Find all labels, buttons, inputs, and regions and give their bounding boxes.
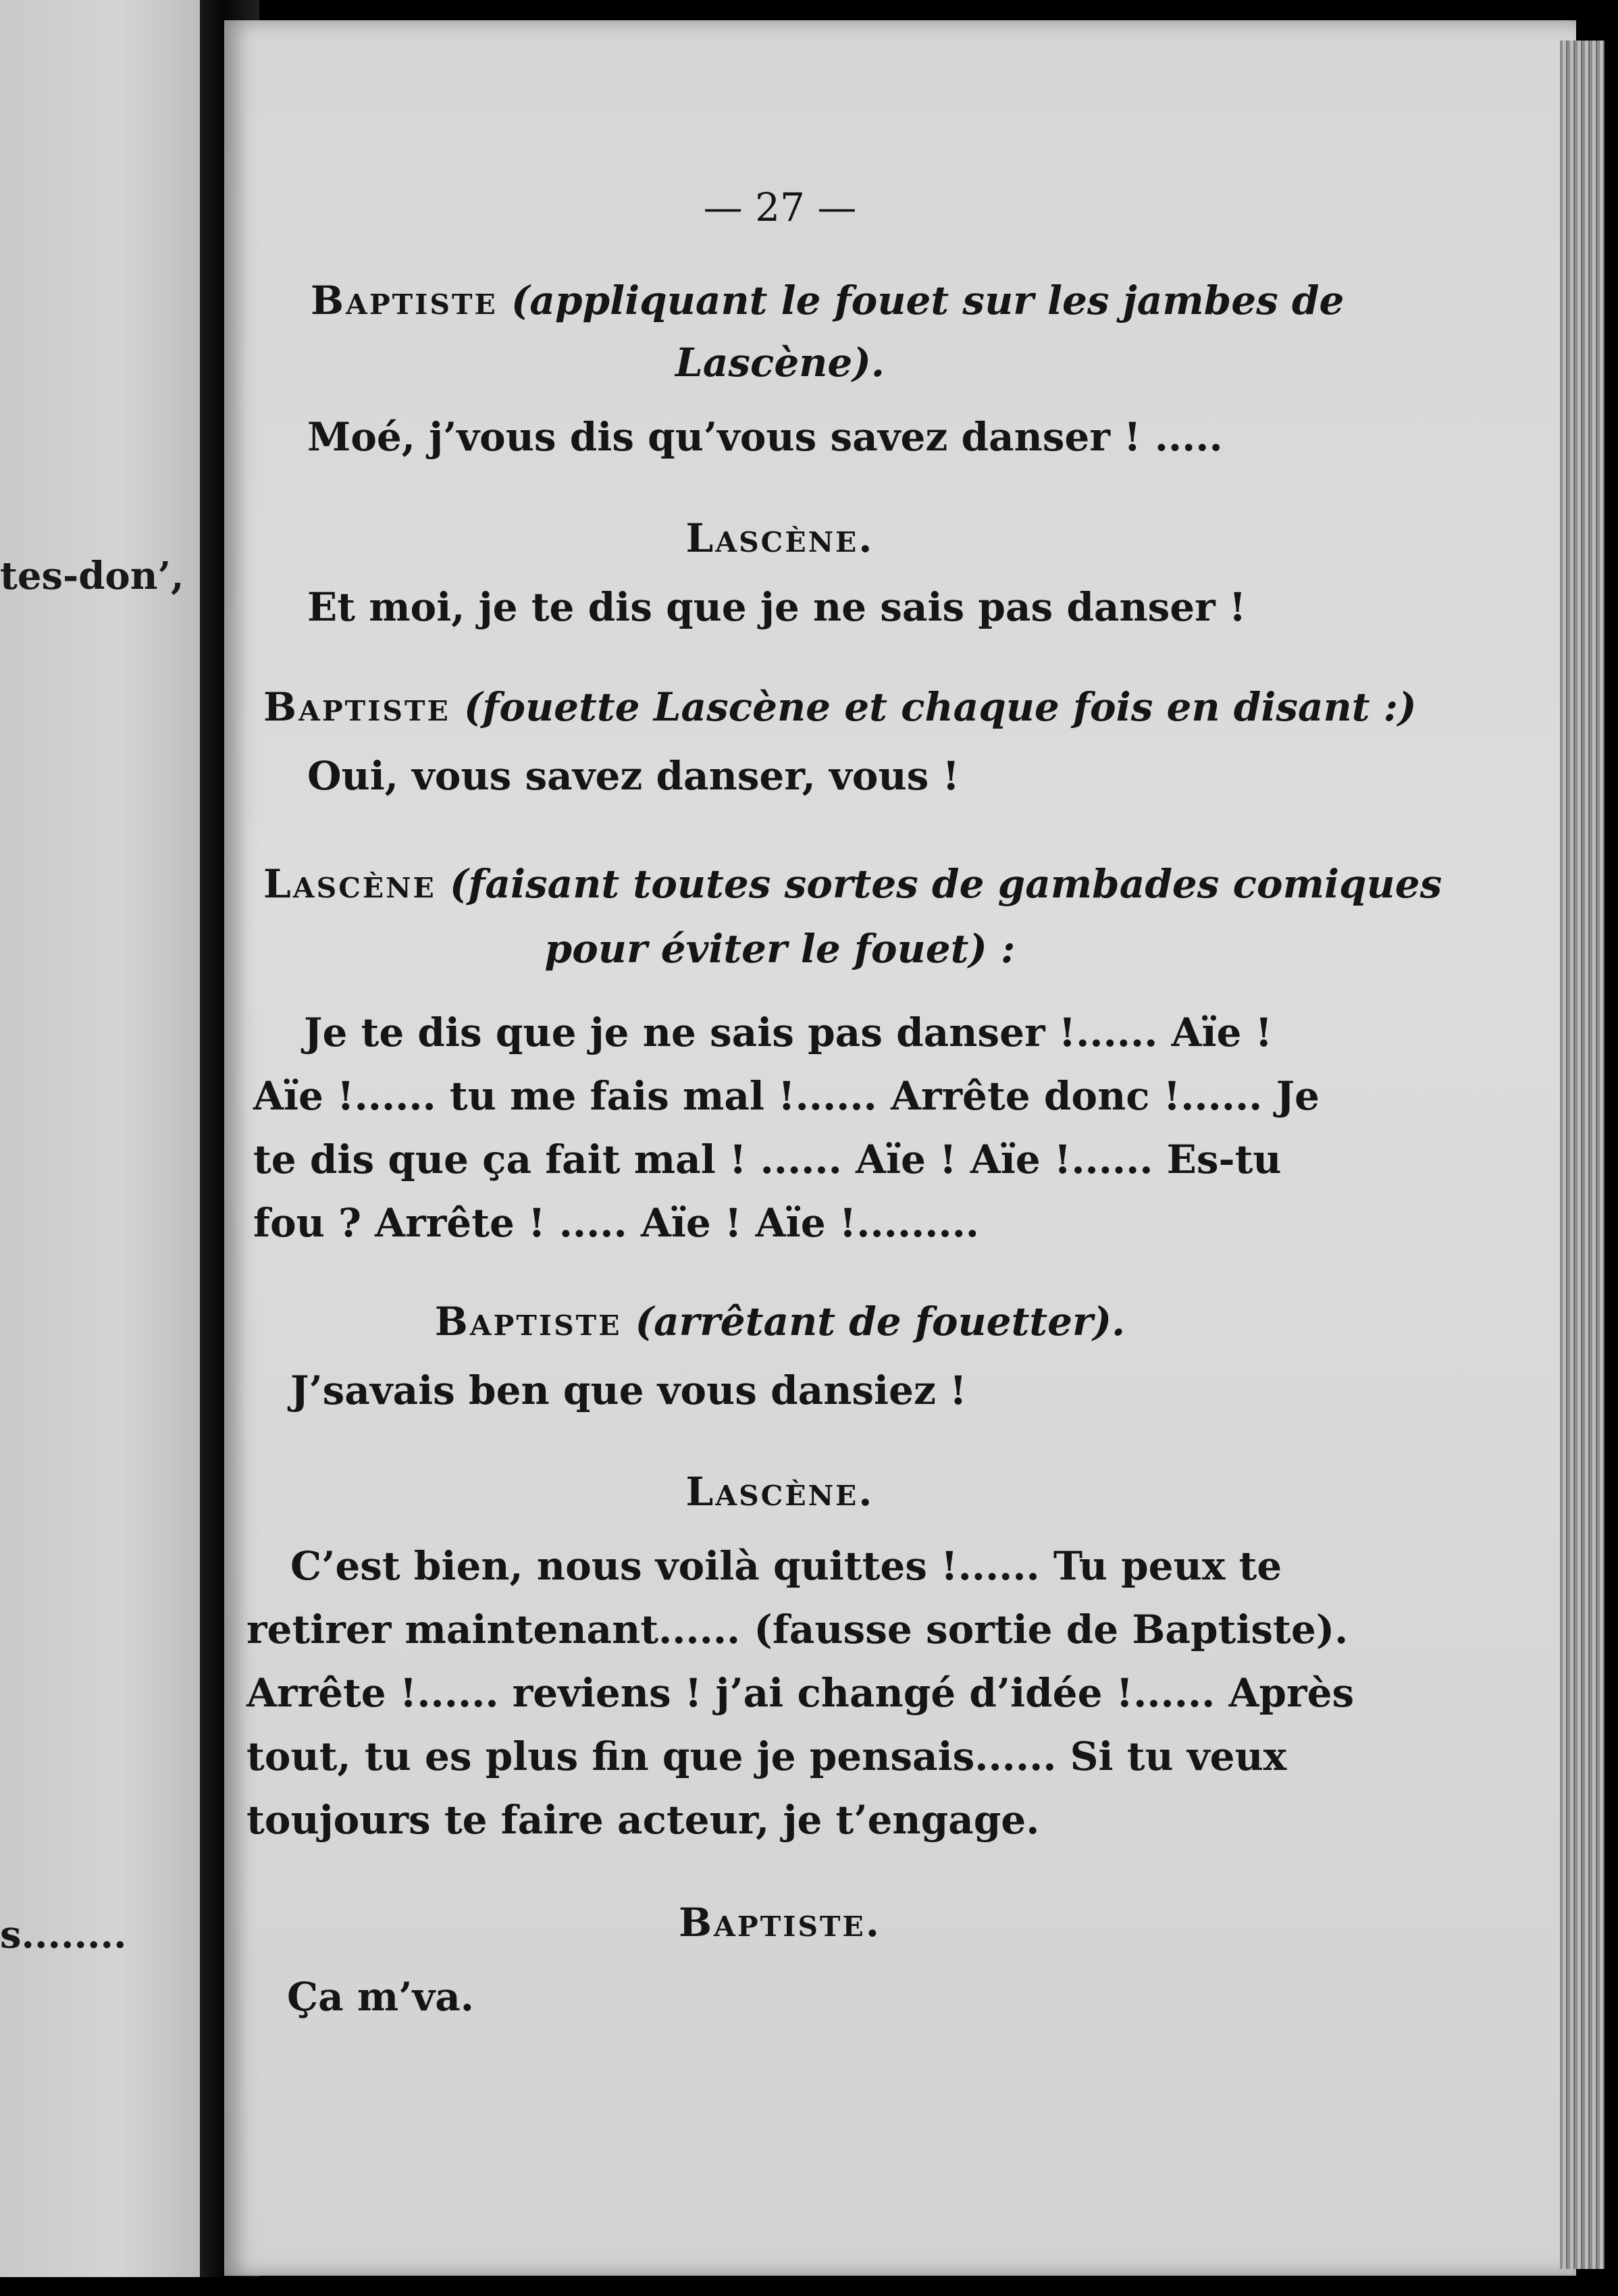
left-page-text-fragment: tes-don’,: [0, 554, 184, 598]
dialogue-line: Je te dis que je ne sais pas danser !...... Aïe !: [304, 1010, 1273, 1055]
speaker-heading: Lascène.: [685, 515, 875, 561]
stage-direction-continuation: Lascène).: [675, 340, 885, 386]
dialogue-line: Ça m’va.: [287, 1974, 474, 2020]
stage-direction-line: [243, 1297, 1317, 1347]
dialogue-line: C’est bien, nous voilà quittes !...... Tu peux te: [290, 1543, 1282, 1589]
dialogue-line: Arrête !...... reviens ! j’ai changé d’idée !...... Après: [246, 1670, 1355, 1716]
dialogue-line: te dis que ça fait mal ! ...... Aïe ! Aïe !...... Es-tu: [253, 1137, 1282, 1182]
speaker-name: Baptiste: [263, 684, 450, 730]
stage-direction-line: [263, 682, 1417, 732]
speaker-heading: Baptiste.: [679, 1900, 881, 1946]
left-page-edge: [0, 0, 200, 2277]
speaker-name: Lascène: [263, 861, 436, 907]
stage-direction-line: [263, 859, 1442, 909]
dialogue-line: toujours te faire acteur, je t’engage.: [246, 1797, 1040, 1843]
dialogue-line: tout, tu es plus fin que je pensais...... Si tu veux: [246, 1733, 1287, 1779]
dialogue-line: Moé, j’vous dis qu’vous savez danser ! .....: [307, 414, 1223, 460]
stage-direction-continuation: pour éviter le fouet) :: [544, 926, 1016, 972]
dialogue-line: Aïe !...... tu me fais mal !...... Arrête donc !...... Je: [253, 1073, 1320, 1119]
stage-direction: (fouette Lascène et chaque fois en disant :): [463, 684, 1417, 730]
stage-direction: (appliquant le fouet sur les jambes de: [511, 278, 1345, 323]
stage-direction-line: [311, 276, 1345, 325]
speaker-name: Baptiste: [311, 278, 498, 323]
page-edges: [1560, 41, 1604, 2269]
dialogue-line: retirer maintenant...... (fausse sortie de Baptiste).: [246, 1607, 1349, 1652]
page-number: — 27 —: [703, 184, 857, 230]
dialogue-line: Et moi, je te dis que je ne sais pas danser !: [307, 584, 1247, 630]
stage-direction: (faisant toutes sortes de gambades comiques: [450, 861, 1442, 907]
dialogue-line: Oui, vous savez danser, vous !: [307, 753, 960, 799]
left-page-text-fragment: s........: [0, 1912, 127, 1957]
speaker-heading: Lascène.: [685, 1469, 875, 1515]
speaker-name: Baptiste: [434, 1299, 622, 1345]
dialogue-line: J’savais ben que vous dansiez !: [290, 1367, 967, 1413]
stage-direction: (arrêtant de fouetter).: [635, 1299, 1126, 1345]
dialogue-line: fou ? Arrête ! ..... Aïe ! Aïe !.........: [253, 1200, 979, 1246]
page-text: [243, 182, 1442, 2073]
